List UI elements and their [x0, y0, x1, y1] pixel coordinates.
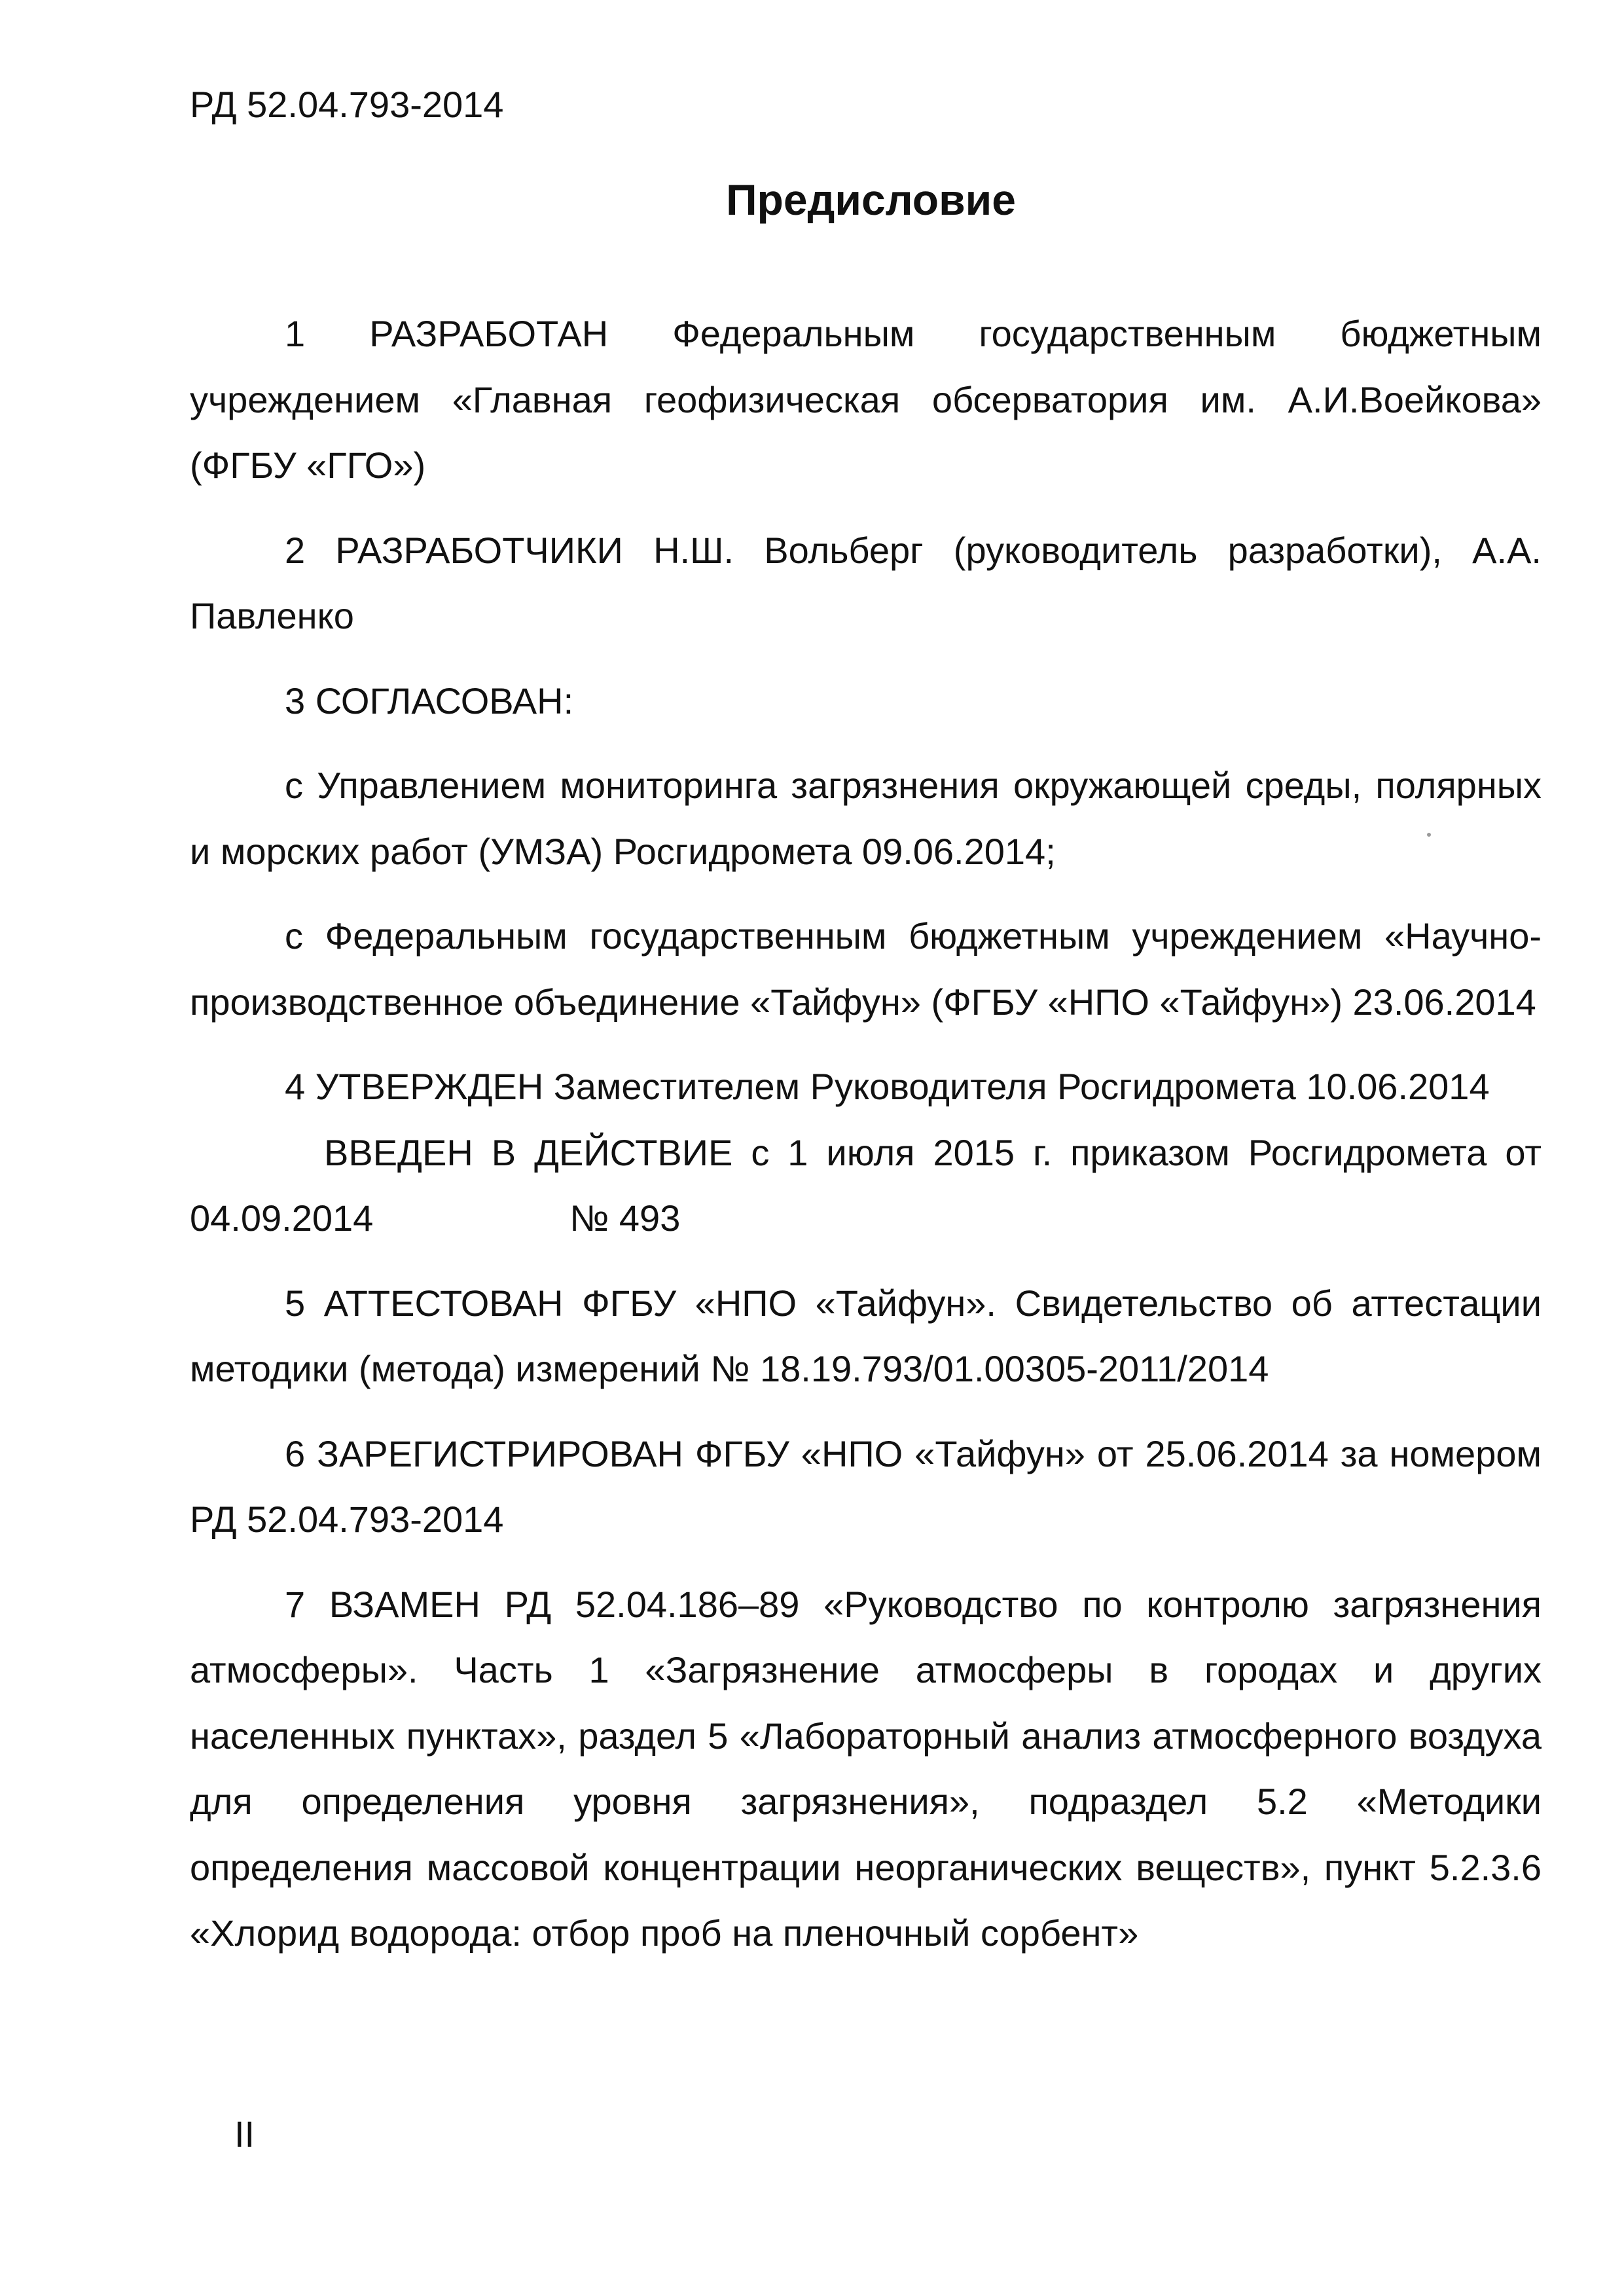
- paragraph-approved: 4 УТВЕРЖДЕН Заместителем Руководителя Росгидромета 10.06.2014: [285, 1066, 1490, 1107]
- paragraph-developed-by: 1 РАЗРАБОТАН Федеральным государственным бюджетным учреждением «Главная геофизическая обсерватория им. А.И.Воейкова» (ФГБУ «ГГО»): [190, 313, 1542, 486]
- paragraph-replaces: 7 ВЗАМЕН РД 52.04.186–89 «Руководство по контролю загрязнения атмосферы». Часть 1 «Загрязнение атмосферы в городах и других населенных пунктах», раздел 5 «Лабораторный анализ атмосферного воздуха для определения уровня загрязнения», подраздел 5.2 «Методики определения массовой концентрации неорганических веществ», пункт 5.2.3.6 «Хлорид водорода: отбор проб на пленочный сорбент»: [190, 1583, 1542, 1954]
- page-title: Предисловие: [726, 175, 1016, 224]
- scan-speck: [1427, 833, 1431, 837]
- document-body: [190, 301, 1542, 1986]
- effective-text: ВВЕДЕН В ДЕЙСТВИЕ с 1 июля 2015 г. приказом Росгидромета от 04.09.2014: [190, 1131, 1542, 1239]
- paragraph-certified: 5 АТТЕСТОВАН ФГБУ «НПО «Тайфун». Свидетельство об аттестации методики (метода) измерений № 18.19.793/01.00305-2011/2014: [190, 1282, 1542, 1389]
- page-number: II: [234, 2113, 255, 2155]
- paragraph-agreed-typhoon: с Федеральным государственным бюджетным учреждением «Научно-производственное объединение «Тайфун» (ФГБУ «НПО «Тайфун») 23.06.2014: [190, 915, 1542, 1023]
- paragraph-effective: [190, 1120, 1542, 1252]
- paragraph-agreed-umza: с Управлением мониторинга загрязнения окружающей среды, полярных и морских работ (УМЗА) Росгидромета 09.06.2014;: [190, 765, 1542, 872]
- order-number: № 493: [569, 1197, 681, 1239]
- paragraph-developers: 2 РАЗРАБОТЧИКИ Н.Ш. Вольберг (руководитель разработки), А.А. Павленко: [190, 529, 1542, 636]
- document-code: РД 52.04.793-2014: [190, 84, 504, 125]
- paragraph-registered: 6 ЗАРЕГИСТРИРОВАН ФГБУ «НПО «Тайфун» от 25.06.2014 за номером РД 52.04.793-2014: [190, 1432, 1542, 1540]
- paragraph-agreed: 3 СОГЛАСОВАН:: [285, 680, 574, 721]
